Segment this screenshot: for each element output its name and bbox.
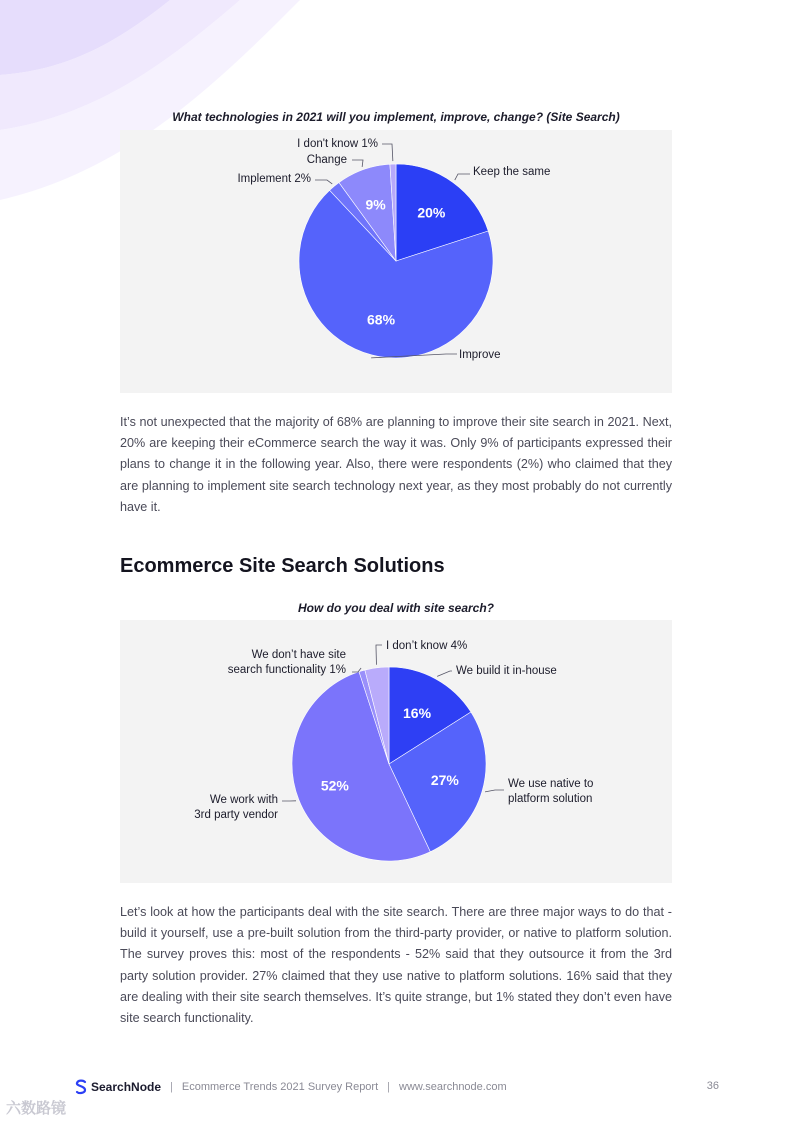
report-title: Ecommerce Trends 2021 Survey Report	[181, 1081, 379, 1093]
chart1-caption: What technologies in 2021 will you implement, improve, change? (Site Search)	[172, 110, 620, 124]
leader-line	[382, 144, 393, 161]
searchnode-logo-icon	[74, 1079, 88, 1095]
slice-category-label: We build it in-house	[456, 665, 557, 677]
searchnode-logo[interactable]	[74, 1079, 161, 1095]
chart2-pie-chart	[120, 620, 672, 883]
slice-category-label: Implement 2%	[237, 173, 311, 185]
website-link[interactable]: www.searchnode.com	[399, 1081, 507, 1093]
slice-category-label: platform solution	[508, 793, 593, 805]
paragraph-site-search-plans: It’s not unexpected that the majority of 68% are planning to improve their site search in 2021. Next, 20% are keeping their eCommerce search the way it was. Only 9% of participants expressed their plans to change it in the following year. Also, there were respondents (2%) who claimed that they are planning to implement site search technology next year, as they most probably do not currently have it.	[120, 415, 672, 514]
leader-line	[455, 174, 470, 180]
leader-line	[376, 645, 382, 665]
slice-category-label: We don’t have site	[251, 649, 346, 661]
leader-line	[315, 180, 332, 184]
slice-category-label: search functionality 1%	[227, 664, 346, 676]
slice-category-label: I don't know 1%	[297, 138, 378, 150]
slice-category-label: 3rd party vendor	[194, 809, 278, 821]
chart1-pie-chart	[120, 130, 672, 393]
page-footer	[74, 1078, 719, 1096]
leader-line	[352, 160, 363, 167]
slice-value-label: 9%	[365, 196, 386, 213]
slice-value-label: 52%	[320, 777, 349, 794]
slice-category-label: We work with	[209, 794, 278, 806]
page-number: 36	[706, 1080, 719, 1092]
chart2-caption: How do you deal with site search?	[297, 601, 495, 615]
paragraph-site-search-methods: Let’s look at how the participants deal with the site search. There are three major ways to do that - build it yourself, use a pre-built solution from the third-party provider, or native to platform solution. The survey proves this: most of the respondents - 52% said that they outsource it from the 3rd party solution provider. 27% claimed that they use native to platform solutions. 16% said that they are dealing with their site search themselves. It’s quite strange, but 1% stated they don’t even have site search functionality.	[120, 905, 672, 1026]
slice-value-label: 20%	[417, 204, 446, 221]
chart2-panel	[120, 620, 672, 883]
leader-line	[485, 790, 504, 792]
slice-value-label: 16%	[403, 704, 432, 721]
slice-value-label: 27%	[430, 772, 459, 789]
chart1-panel	[120, 130, 672, 393]
slice-category-label: Keep the same	[473, 166, 551, 178]
footer-separator: |	[170, 1081, 173, 1093]
slice-category-label: We use native to	[508, 778, 594, 790]
section-title: Ecommerce Site Search Solutions	[120, 555, 445, 577]
footer-separator: |	[387, 1081, 391, 1093]
slice-category-label: Improve	[459, 349, 501, 361]
slice-category-label: I don’t know 4%	[386, 640, 468, 652]
slice-value-label: 68%	[367, 311, 396, 328]
leader-line	[437, 671, 452, 676]
slice-category-label: Change	[306, 154, 347, 166]
watermark-logo: 六数路镜	[6, 1100, 67, 1117]
brand-name: SearchNode	[91, 1080, 162, 1094]
